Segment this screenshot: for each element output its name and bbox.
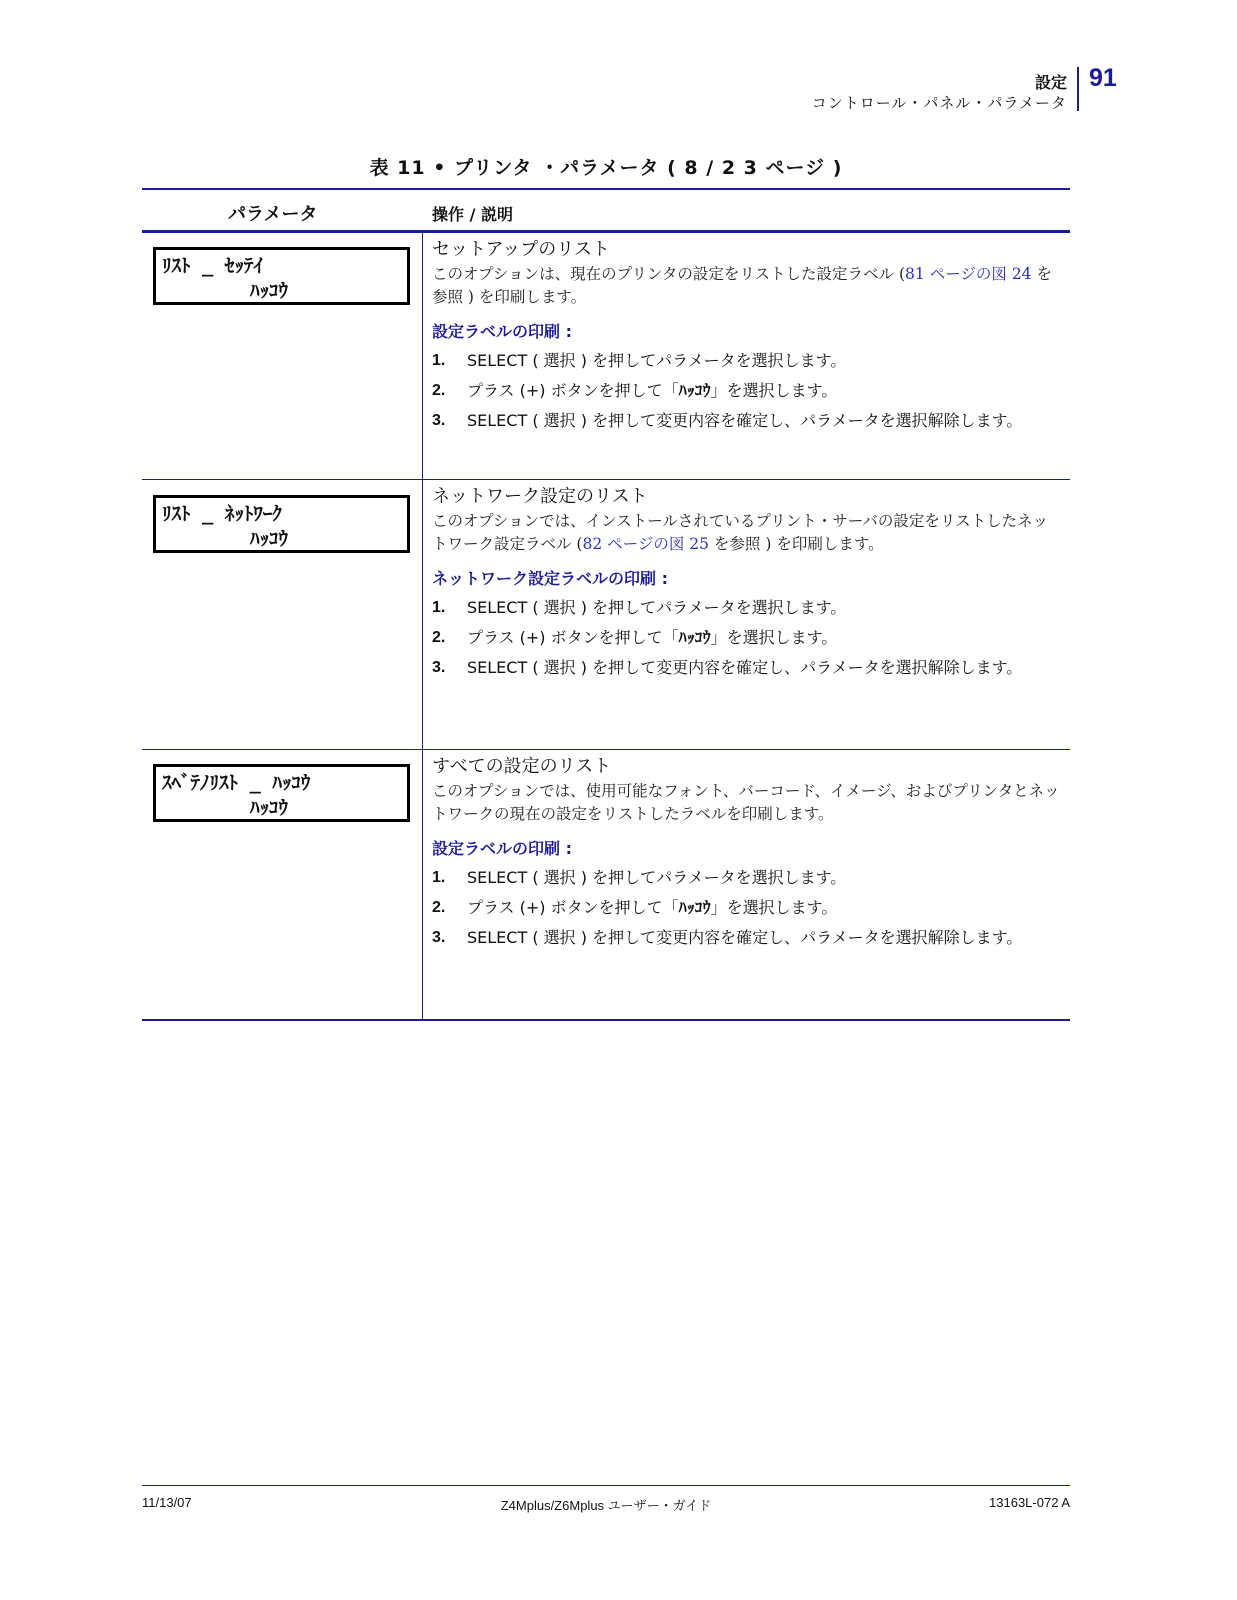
row-description	[432, 754, 1062, 950]
row-body: このオプションでは、インストールされているプリント・サーバの設定をリストしたネットワーク設定ラベル (82 ページの図 25 を参照 ) を印刷します。	[432, 512, 1049, 553]
lcd-display	[153, 764, 410, 822]
column-divider	[422, 233, 423, 1020]
row-description	[432, 237, 1062, 433]
step-list	[432, 865, 1062, 950]
step-list	[432, 348, 1062, 433]
table-header-rule	[142, 230, 1070, 233]
step-list	[432, 595, 1062, 680]
figure-link[interactable]: 81 ページの図 24	[905, 265, 1032, 283]
list-item: 2. プラス (+) ボタンを押して「ﾊｯｺｳ」を選択します。	[432, 381, 838, 400]
table-caption: 表 11 • プリンタ ・パラメータ ( 8 / 2 3 ページ )	[369, 157, 843, 179]
footer-title: Z4Mplus/Z6Mplus ユーザー・ガイド	[500, 1498, 712, 1513]
footer-rule	[142, 1485, 1070, 1486]
row-title: セットアップのリスト	[432, 239, 610, 260]
list-item: 1. SELECT ( 選択 ) を押してパラメータを選択します。	[432, 868, 847, 887]
list-item: 3. SELECT ( 選択 ) を押して変更内容を確定し、パラメータを選択解除します。	[432, 658, 1023, 677]
row-body: このオプションでは、使用可能なフォント、バーコード、イメージ、およびプリンタとネットワークの現在の設定をリストしたラベルを印刷します。	[432, 782, 1060, 823]
lcd-line-1: ﾘｽﾄ _ ﾈｯﾄﾜｰｸ	[162, 503, 282, 525]
page-number: 91	[1089, 64, 1117, 92]
column-header-operation: 操作 / 説明	[432, 205, 513, 224]
lcd-line-1: ｽﾍﾞﾃﾉﾘｽﾄ _ ﾊｯｺｳ	[162, 772, 311, 794]
table-top-rule	[142, 188, 1070, 190]
footer-doc-number: 13163L-072 A	[989, 1495, 1070, 1510]
row-title: すべての設定のリスト	[432, 756, 612, 777]
subsection-title: コントロール・パネル・パラメータ	[811, 94, 1067, 112]
header-divider	[1077, 67, 1079, 111]
list-item: 1. SELECT ( 選択 ) を押してパラメータを選択します。	[432, 351, 847, 370]
row-body: このオプションは、現在のプリンタの設定をリストした設定ラベル (81 ページの図 24 を参照 ) を印刷します。	[432, 265, 1052, 306]
list-item: 2. プラス (+) ボタンを押して「ﾊｯｺｳ」を選択します。	[432, 898, 838, 917]
figure-link[interactable]: 82 ページの図 25	[582, 535, 709, 553]
footer-date: 11/13/07	[142, 1495, 192, 1510]
lcd-display	[153, 495, 410, 553]
lcd-keyword: ﾊｯｺｳ	[678, 628, 711, 647]
list-item: 3. SELECT ( 選択 ) を押して変更内容を確定し、パラメータを選択解除します。	[432, 928, 1023, 947]
table-bottom-rule	[142, 1019, 1070, 1021]
list-item: 3. SELECT ( 選択 ) を押して変更内容を確定し、パラメータを選択解除します。	[432, 411, 1023, 430]
lcd-display	[153, 247, 410, 305]
lcd-line-2: ﾊｯｺｳ	[250, 528, 289, 550]
list-item: 1. SELECT ( 選択 ) を押してパラメータを選択します。	[432, 598, 847, 617]
lcd-line-1: ﾘｽﾄ _ ｾｯﾃｲ	[162, 255, 263, 277]
section-title: 設定	[1034, 73, 1067, 92]
procedure-heading: 設定ラベルの印刷 :	[432, 839, 572, 858]
lcd-line-2: ﾊｯｺｳ	[250, 797, 289, 819]
procedure-heading: ネットワーク設定ラベルの印刷 :	[432, 569, 668, 588]
lcd-keyword: ﾊｯｺｳ	[678, 898, 711, 917]
row-title: ネットワーク設定のリスト	[432, 486, 648, 507]
procedure-heading: 設定ラベルの印刷 :	[432, 322, 572, 341]
lcd-keyword: ﾊｯｺｳ	[678, 381, 711, 400]
row-divider	[142, 479, 1070, 480]
row-divider	[142, 749, 1070, 750]
row-description	[432, 484, 1062, 680]
column-header-param: パラメータ	[228, 204, 318, 225]
list-item: 2. プラス (+) ボタンを押して「ﾊｯｺｳ」を選択します。	[432, 628, 838, 647]
lcd-line-2: ﾊｯｺｳ	[250, 280, 289, 302]
